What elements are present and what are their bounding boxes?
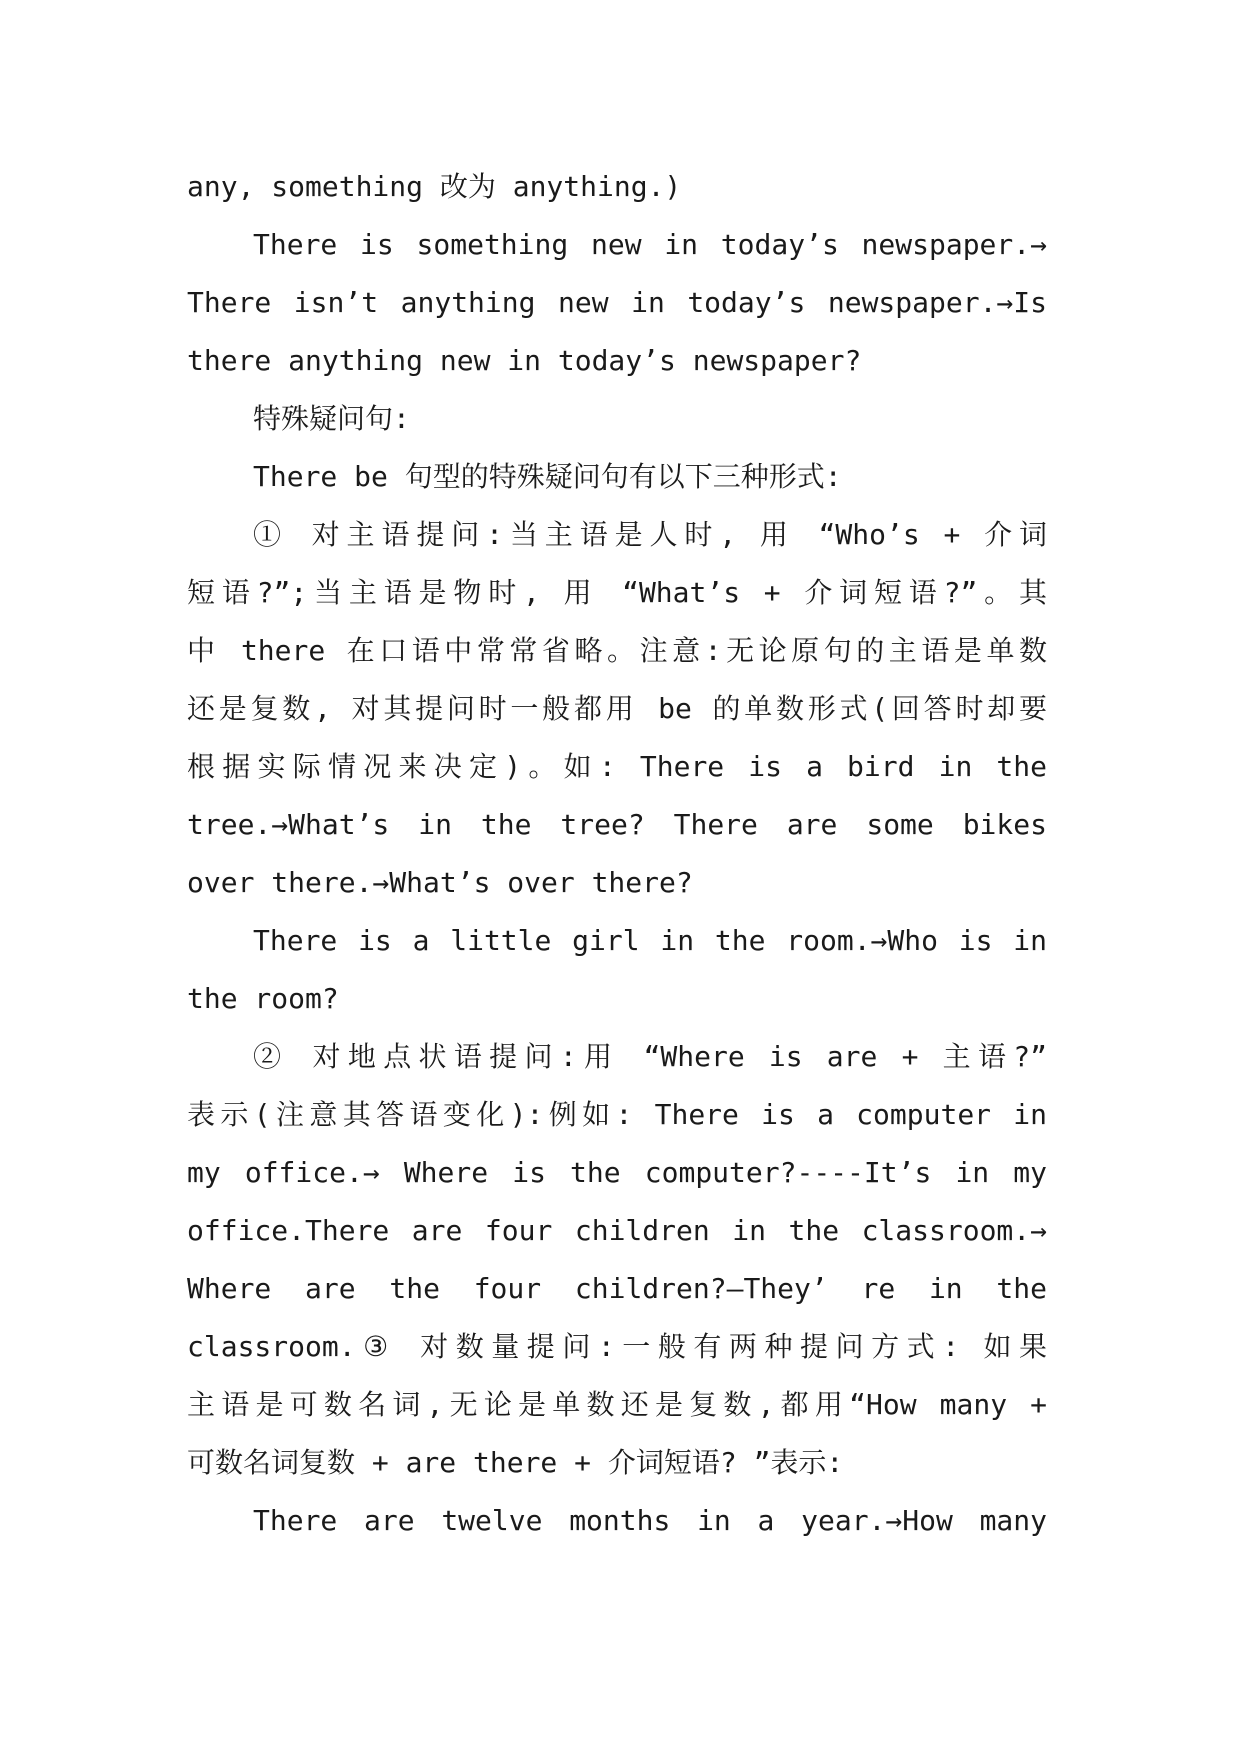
- text-line: There is something new in today’s newspaper.→: [253, 228, 1047, 261]
- text-line: my office.→ Where is the computer?----It’s in my: [187, 1156, 1047, 1189]
- text-line: There be 句型的特殊疑问句有以下三种形式:: [253, 460, 842, 493]
- text-line: There is a little girl in the room.→Who is in: [253, 924, 1047, 957]
- text-line: 还是复数, 对其提问时一般都用 be 的单数形式(回答时却要: [187, 692, 1047, 725]
- text-line: There isn’t anything new in today’s newspaper.→Is: [187, 286, 1047, 319]
- text-line: tree.→What’s in the tree? There are some bikes: [187, 808, 1047, 841]
- text-line: the room?: [187, 982, 339, 1015]
- text-line: 表示(注意其答语变化):例如: There is a computer in: [187, 1098, 1047, 1131]
- text-line: ② 对地点状语提问:用 “Where is are + 主语?”: [253, 1040, 1047, 1073]
- text-line: 根据实际情况来决定)。如: There is a bird in the: [187, 750, 1047, 783]
- text-line: any, something 改为 anything.): [187, 170, 682, 203]
- document-page: [187, 158, 1047, 1550]
- text-line: over there.→What’s over there?: [187, 866, 693, 899]
- text-line: ① 对主语提问:当主语是人时, 用 “Who’s + 介词: [253, 518, 1047, 551]
- text-line: 特殊疑问句:: [253, 402, 410, 435]
- text-line: office.There are four children in the classroom.→: [187, 1214, 1047, 1247]
- text-line: 短语?”;当主语是物时, 用 “What’s + 介词短语?”。其: [187, 576, 1047, 609]
- text-line: classroom.③ 对数量提问:一般有两种提问方式: 如果: [187, 1330, 1047, 1363]
- text-line: 主语是可数名词,无论是单数还是复数,都用“How many +: [187, 1388, 1047, 1421]
- text-line: 可数名词复数 + are there + 介词短语? ”表示:: [187, 1446, 844, 1479]
- text-line: there anything new in today’s newspaper?: [187, 344, 862, 377]
- text-line: There are twelve months in a year.→How many: [253, 1504, 1047, 1537]
- text-line: Where are the four children?—They’ re in the: [187, 1272, 1047, 1305]
- text-line: 中 there 在口语中常常省略。注意:无论原句的主语是单数: [187, 634, 1047, 667]
